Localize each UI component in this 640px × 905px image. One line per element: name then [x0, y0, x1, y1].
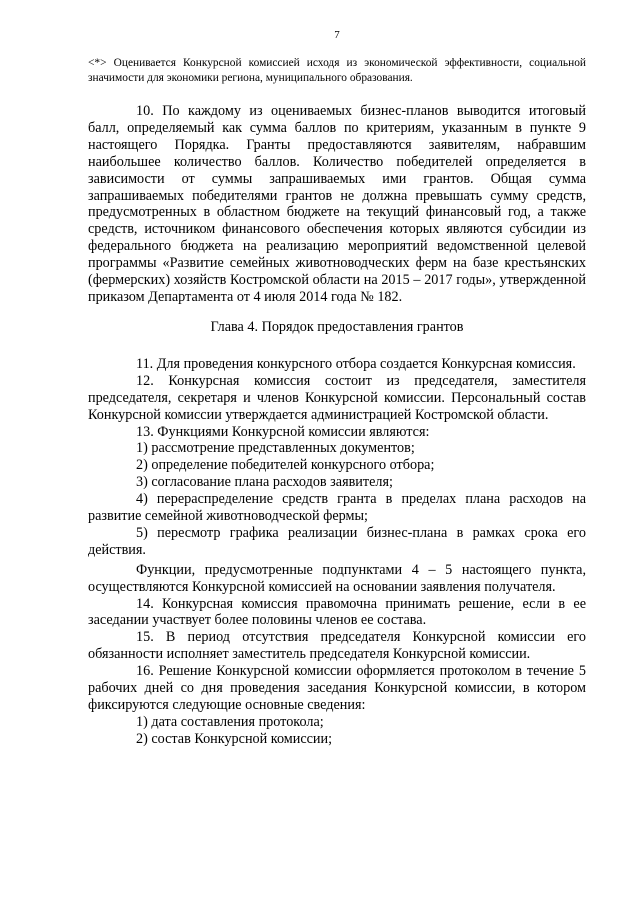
paragraph-16: 16. Решение Конкурсной комиссии оформляется протоколом в течение 5 рабочих дней со дня проведения заседания Конкурсной комиссии, в котором фиксируются следующие основные сведения: — [88, 663, 586, 713]
list-item-16-2: 2) состав Конкурсной комиссии; — [136, 730, 333, 747]
paragraph-12: 12. Конкурсная комиссия состоит из председателя, заместителя председателя, секретаря и членов Конкурсной комиссии. Персональный состав Конкурсной комиссии утверждается администрацией Костромской области. — [88, 372, 586, 423]
document-page — [88, 28, 586, 748]
paragraph-15: 15. В период отсутствия председателя Конкурсной комиссии его обязанности исполняет заместитель председателя Конкурсной комиссии. — [88, 629, 586, 663]
list-item-13-4: 4) перераспределение средств гранта в пределах плана расходов на развитие семейной животноводческой фермы; — [88, 491, 586, 525]
paragraph-13: 13. Функциями Конкурсной комиссии являются: — [136, 423, 430, 440]
list-item-13-5: 5) пересмотр графика реализации бизнес-плана в рамках срока его действия. — [88, 524, 586, 558]
paragraph-11: 11. Для проведения конкурсного отбора создается Конкурсная комиссия. — [136, 355, 576, 372]
page-number: 7 — [334, 29, 340, 41]
paragraph-functions-note: Функции, предусмотренные подпунктами 4 – 5 настоящего пункта, осуществляются Конкурсной комиссией на основании заявления получателя. — [88, 561, 586, 595]
footnote: <*> Оценивается Конкурсной комиссией исходя из экономической эффективности, социальной значимости для экономики региона, муниципального образования. — [88, 57, 586, 84]
list-item-13-3: 3) согласование плана расходов заявителя; — [136, 474, 393, 491]
chapter-title: Глава 4. Порядок предоставления грантов — [210, 318, 464, 335]
list-item-13-1: 1) рассмотрение представленных документов; — [136, 440, 415, 457]
paragraph-14: 14. Конкурсная комиссия правомочна принимать решение, если в ее заседании участвует более половины членов ее состава. — [88, 595, 586, 629]
paragraph-10: 10. По каждому из оцениваемых бизнес-планов выводится итоговый балл, определяемый как сумма баллов по критериям, указанным в пункте 9 настоящего Порядка. Гранты предоставляются заявителям, набравшим наибольшее количество баллов. Количество победителей определяется в зависимости от суммы запрашиваемых ими грантов. Общая сумма запрашиваемых победителями грантов не должна превышать сумму средств, предусмотренных в областном бюджете на текущий финансовый год, а также средств, источником финансового обеспечения которых являются субсидии из федерального бюджета на реализацию мероприятий ведомственной целевой программы «Развитие семейных животноводческих ферм на базе крестьянских (фермерских) хозяйств Костромской области на 2015 – 2017 годы», утвержденной приказом Департамента от 4 июля 2014 года № 182. — [88, 103, 586, 305]
list-item-13-2: 2) определение победителей конкурсного отбора; — [136, 457, 435, 474]
list-item-16-1: 1) дата составления протокола; — [136, 713, 324, 730]
